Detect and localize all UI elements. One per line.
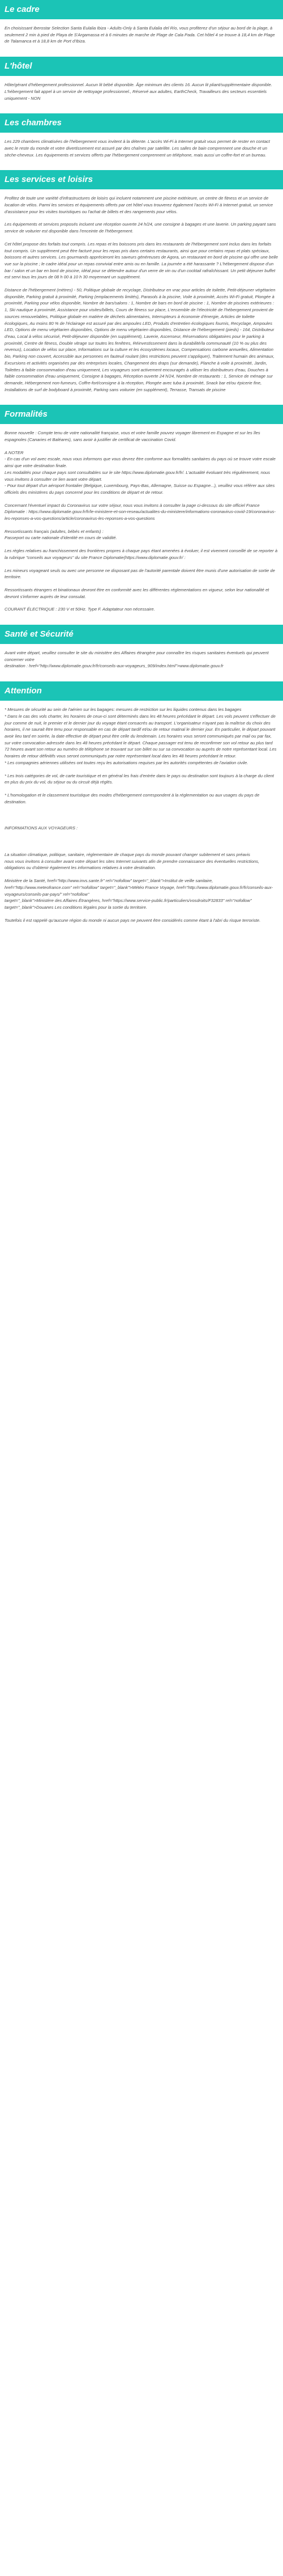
section-body-attention	[0, 701, 283, 935]
attention-paragraph-7: Toutefois il est rappelé qu'aucune région du monde ni aucun pays ne peuvent être considérés comme étant à l'abri du risque terroriste.	[5, 917, 261, 923]
spacer	[5, 811, 278, 825]
sante-paragraph: Avant votre départ, veuillez consulter le site du ministère des Affaires étrangère pour connaître les risques sanitaires éventuels qui peuvent concerner votre destination : href="http://www.diplomatie.gouv.fr/fr/conseils-aux-voyageurs_909/index.html">www.diplomatie.gouv.fr	[5, 650, 269, 669]
section-body-services	[0, 189, 283, 405]
formalites-paragraph-8: COURANT ÉLECTRIQUE : 230 V et 50Hz. Type F. Adaptateur non nécessaire.	[5, 607, 155, 612]
formalites-paragraph-5: Les règles relatives au franchissement des frontières propres à chaque pays étant amenées à évoluer, il est vivement conseillé de se reporter à la rubrique "conseils aux voyageurs" du site France Diplomatie(https://www.diplomatie.gouv.fr/ :	[5, 548, 279, 560]
services-paragraph-2: Les équipements et services proposés incluent une réception ouverte 24 h/24, une consigne à bagages et une laverie. Un parking payant sans service de voiturier est disponible dans l'enceinte de l'hébergement.	[5, 222, 277, 234]
formalites-paragraph-7: Ressortissants étrangers et binationaux devront être en conformité avec les différentes réglementations en vigueur, selon leur nationalité et devront s'informer auprès de leur consulat.	[5, 587, 271, 599]
section-title-cadre: Le cadre	[0, 0, 283, 19]
formalites-paragraph-2: A NOTER - En cas d'un vol avec escale, nous vous informons que vous devrez être conforme aux formalités sanitaires du pays où se trouve votre escale ainsi que votre destination finale. Les modalités pour chaque pays sont consultables sur le site https://www.diplomatie.gouv.fr/fr/. L'actualité évoluant très régulièrement, nous vous invitons à consulter ce lien avant votre départ. - Pour tout départ d'un aéroport frontalier (Belgique, Luxembourg, Pays-Bas, Allemagne, Suisse ou Espagne...), veuillez vous référer aux sites officiels des ministères du pays concerné pour les conditions de départ et de retour.	[5, 450, 276, 495]
section-title-hotel: L'hôtel	[0, 57, 283, 76]
attention-paragraph-1: * Mesures de sécurité au sein de l'aérien sur les bagages: mesures de restriction sur les liquides contenus dans les bagages * Dans le cas des vols charter, les horaires de ceux-ci sont déterminés dans les 48 heures précédant le départ. Les vols peuvent s'effectuer de jour comme de nuit, le premier et le dernier jour du voyage étant consacrés au transport. L'organisateur n'ayant pas la maîtrise du choix des horaires, il ne saurait être tenu pour responsable en cas de départ tardif et/ou de retour matinal le dernier jour. En particulier, le départ pouvant avoir lieu tard en soirée, la date effective de départ peut être celle du lendemain. Les horaires vous seront communiqués par mail ou par fax, sur votre convocation adressée dans les 48 heures précédant le départ. Chaque passager est tenu de reconfirmer son vol retour au plus tard 72 heures avant son retour au numéro de téléphone se trouvant sur son billet ou sur sa convocation ou auprès de notre représentant local. Les horaires de retour définitifs vous seront communiqués par notre représentant local dans les 48 heures précédant le retour. * Les compagnies aériennes utilisées ont toutes reçu les autorisations requises par les autorités compétentes de l'aviation civile.	[5, 707, 277, 765]
attention-paragraph-4: INFORMATIONS AUX VOYAGEURS :	[5, 825, 78, 831]
attention-paragraph-3: * L'homologation et le classement touristique des modes d'hébergement correspondent à la réglementation ou aux usages du pays de destination.	[5, 792, 261, 804]
section-title-formalites: Formalités	[0, 405, 283, 424]
services-paragraph-4: Distance de l'hébergement (mètres) - 50, Politique globale de recyclage, Distributeur en vrac pour articles de toilette, Petit-déjeuner végétarien disponible, Parking gratuit à proximité, Parking (emplacements limités), Parasols à la piscine, Voile à proximité, Accès Wi-Fi gratuit, Plongée à proximité, Parking pour vélos disponible, Nombre de bars/salons : 1, Nombre de bars en bord de piscine : 1, Nombre de piscines extérieures : 1, Ski nautique à proximité, Assistance pour visites/billets, Cours de fitness sur place, L'ensemble de l'électricité de l'hébergement provient de sources renouvelables, Politique globale en matière de déchets alimentaires, Interrupteurs à économie d'énergie, Articles de toilette écologiques, Au moins 80 % de l'éclairage est assuré par des ampoules LED, Produits d'entretien écologiques fournis, Recyclage, Ampoules LED, Options de menu végétarien disponibles, Options de menu végétarien disponibles, Distance de l'hébergement (pieds) - 164, Distributeur d'eau, Local à vélos sécurisé, Petit-déjeuner disponible (en supplément), Laverie, Ascenseur, Réservations obligatoires pour le parking à proximité, Centre de fitness, Double vitrage sur toutes les fenêtres, Réinvestissement dans la durabilité/la communauté (10 % ou plus des revenus), Location de vélos sur place, Informations sur la culture et les écosystèmes locaux, Compensations carbone annuelles, Alimentation bio, Parking non couvert, Accessible aux personnes en fauteuil roulant (des restrictions peuvent s'appliquer), Traitement humain des animaux, Excursions et activités organisées par des entreprises locales, Changement des draps (sur demande), Planche à voile à proximité, Jardin, Toilettes à faible consommation d'eau uniquement, Les voyageurs sont activement encouragés à utiliser les distributeurs d'eau, Douches à faible consommation d'eau uniquement, Consigne à bagages, Réception ouverte 24 h/24, Nombre de restaurants : 1, Service de ménage sur demande, Hébergement non-fumeurs, Coffre-fort/consigne à la réception, Plongée avec tuba à proximité, Snack bar et/ou épicerie fine, Installations de surf de bodyboard à proximité, Parking sans voiturier (en supplément), Terrasse, Transats de piscine	[5, 287, 277, 392]
formalites-paragraph-3: Concernant l'éventuel impact du Coronavirus sur votre séjour, nous vous invitons à consulter la page ci-dessous du site officiel France Diplomatie : https://www.diplomatie.gouv.fr/fr/le-ministere-et-son-reseau/actualites-du-ministere/informations-coronavirus-covid-19/coronavirus-les-reponses-a-vos-questions/article/coronavirus-les-reponses-a-vos-questions	[5, 502, 276, 522]
formalites-paragraph-4: Ressortissants français (adultes, bébés et enfants) : Passeport ou carte nationale d'identité en cours de validité.	[5, 528, 117, 541]
section-body-hotel	[0, 76, 283, 113]
attention-paragraph-6: Ministère de la Santé, href="http://www.invs.sante.fr" rel="nofollow" target="_blank">Institut de veille sanitaire, href="http://www.meteofrance.com" rel="nofollow" target="_blank">Météo France Voyage, href="http://www.diplomatie.gouv.fr/fr/conseils-aux-voyageurs/conseils-par-pays/" rel="nofollow" target="_blank">Ministère des Affaires Étrangères, href="https://www.service-public.fr/particuliers/vosdroits/F32833" rel="nofollow" target="_blank">Douanes Les conditions légales pour la sortie du territoire.	[5, 878, 273, 910]
chambres-paragraph: Les 229 chambres climatisées de l'hébergement vous invitent à la détente. L'accès Wi-Fi à Internet gratuit vous permet de rester en contact avec le reste du monde et votre divertissement est assuré par des chaînes par satellite. Les salles de bain comprennent une douche et un sèche-cheveux. Les équipements et services offerts par l'hébergement comprennent un téléphone, mais aussi un coffre-fort et un bureau.	[5, 139, 271, 158]
cadre-paragraph: En choisissant Iberostar Selection Santa Eulalia Ibiza - Adults-Only à Santa Eulalia del Río, vous profiterez d'un séjour au bord de la plage, à seulement 2 min à pied de Playa de S'Argamassa et à 6 minutes de marche de Plage de Cala Pada. Cet hôtel 4 se trouve à 18,4 km de Plage de Talamanca et à 18,8 km de Port d'Ibiza.	[5, 26, 276, 44]
section-title-attention: Attention	[0, 681, 283, 701]
attention-paragraph-5: La situation climatique, politique, sanitaire, réglementaire de chaque pays du monde pouvant changer subitement et sans préavis nous vous invitons à consulter avant votre départ les sites Internet suivants afin de prendre connaissance des éventuelles restrictions, obligations ou d'obtenir également les informations relatives à votre destination.	[5, 852, 259, 871]
section-body-sante	[0, 644, 283, 681]
section-body-cadre	[0, 19, 283, 57]
services-paragraph-3: Cet hôtel propose des forfaits tout compris. Les repas et les boissons pris dans les restaurants de l'hébergement sont inclus dans les forfaits tout compris. Un supplément peut être facturé pour les repas pris dans certains restaurants, ainsi que pour certains repas et plats spéciaux, boissons et autres services. Les gourmands apprécieront les saveurs généreuses de Agora, un restaurant en bord de piscine qui offre une belle vue sur la piscine ; le cadre idéal pour un repas convivial entre amis ou en famille. La journée a été harassante ? L'hébergement dispose d'un bar / salon et un bar en bord de piscine, idéal pour se détendre autour d'un verre de vin ou d'un cocktail rafraîchissant. Un petit déjeuner buffet est servi tous les jours de 08 h 00 à 10 h 30 moyennant un supplément.	[5, 241, 280, 280]
attention-paragraph-2: * Les trois catégories de vol, de carte touristique et en général les frais d'entrée dans le pays ou destination sont toujours à la charge du client en plus du prix du vol, du séjour ou du circuit déjà réglés.	[5, 773, 276, 785]
section-title-chambres: Les chambres	[0, 113, 283, 133]
formalites-paragraph-6: Les mineurs voyageant seuls ou avec une personne ne disposant pas de l'autorité parentale doivent être munis d'une autorisation de sortie de territoire.	[5, 567, 276, 580]
hotel-paragraph: Hôte/gérant d'hébergement professionnel. Aucun lit bébé disponible. Âge minimum des clients 16. Aucun lit pliant/supplémentaire disponible. L'hébergement fait appel à un service de nettoyage professionnel., Réservé aux adultes, EarthCheck, Travailleurs des secteurs essentiels uniquement - NON	[5, 82, 273, 101]
section-title-sante: Santé et Sécurité	[0, 625, 283, 644]
services-paragraph-1: Profitez de toute une variété d'infrastructures de loisirs qui incluent notamment une piscine extérieure, un centre de fitness et un service de location de vélos. Parmi les services et équipements offerts par cet hôtel vous trouverez également l'accès Wi-Fi à Internet gratuit, un service d'assistance pour les visites touristiques ou l'achat de billets et des rangements pour vélos.	[5, 196, 275, 214]
section-title-services: Les services et loisirs	[0, 170, 283, 189]
product-info-page	[0, 0, 283, 935]
formalites-paragraph-1: Bonne nouvelle : Compte tenu de votre nationalité française, vous et votre famille pouvez voyager librement en Espagne et sur les îles espagnoles (Canaries et Baléares), sans avoir à justifier de certificat de vaccination Covid.	[5, 430, 261, 443]
section-body-chambres	[0, 133, 283, 170]
section-body-formalites	[0, 424, 283, 625]
spacer	[5, 838, 278, 851]
